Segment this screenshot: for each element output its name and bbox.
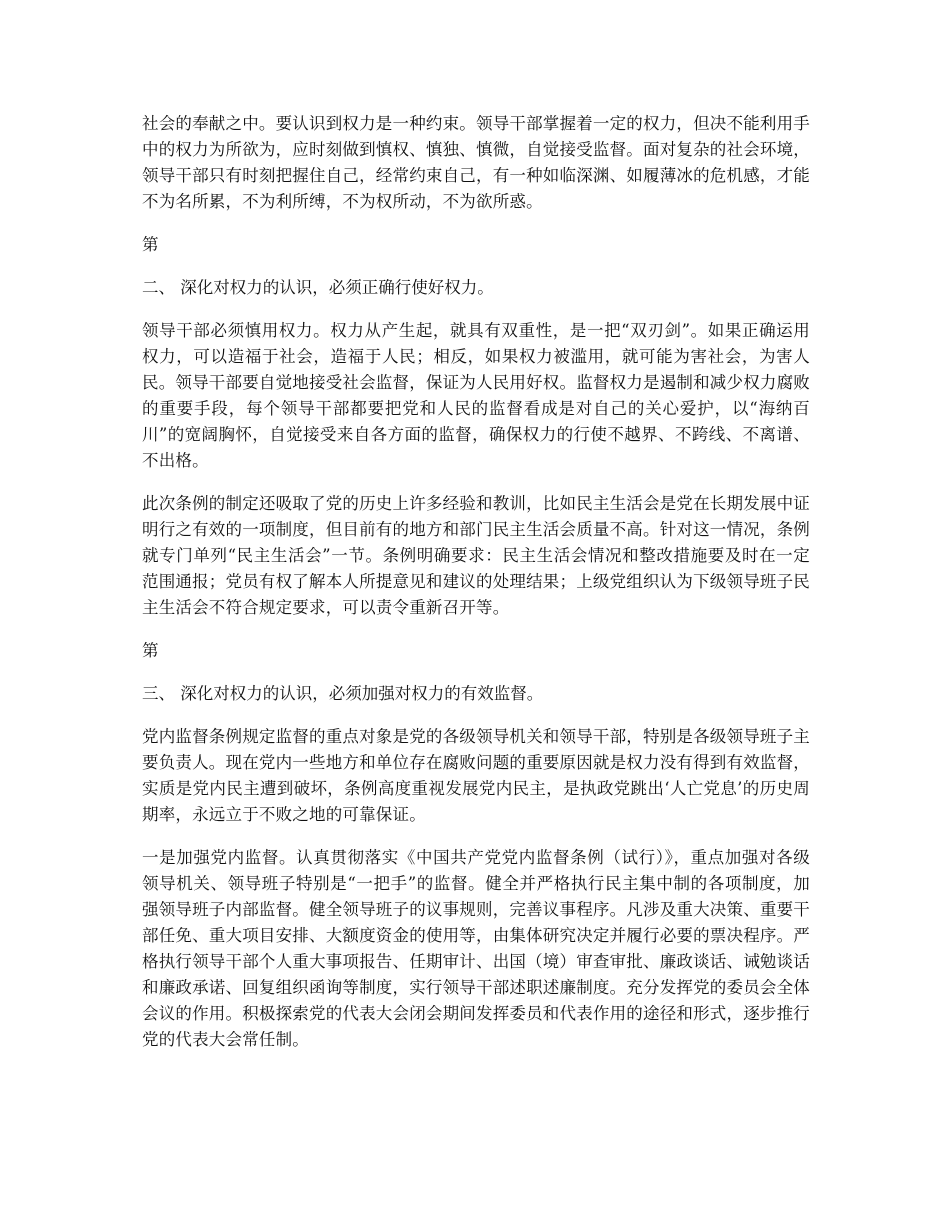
paragraph-intra-party-supervision: 一是加强党内监督。认真贯彻落实《中国共产党党内监督条例（试行）》，重点加强对各级领导机关、领导班子特别是“一把手”的监督。健全并严格执行民主集中制的各项制度，加强领导班子内部监督。健全领导班子的议事规则，完善议事程序。凡涉及重大决策、重要干部任免、重大项目安排、大额度资金的使用等，由集体研究决定并履行必要的票决程序。严格执行领导干部个人重大事项报告、任期审计、出国（境）审查审批、廉政谈话、诫勉谈话和廉政承诺、回复组织函询等制度，实行领导干部述职述廉制度。充分发挥党的委员会全体会议的作用。积极探索党的代表大会闭会期间发挥委员和代表作用的途径和形式，逐步推行党的代表大会常任制。: [142, 848, 810, 1049]
paragraph-power-constraint: 社会的奉献之中。要认识到权力是一种约束。领导干部掌握着一定的权力，但决不能利用手中的权力为所欲为，应时刻做到慎权、慎独、慎微，自觉接受监督。面对复杂的社会环境，领导干部只有时刻把握住自己，经常约束自己，有一种如临深渊、如履薄冰的危机感，才能不为名所累，不为利所缚，不为权所动，不为欲所惑。: [142, 114, 810, 211]
paragraph-use-power-carefully: 领导干部必须慎用权力。权力从产生起，就具有双重性，是一把“双刃剑”。如果正确运用权力，可以造福于社会，造福于人民；相反，如果权力被滥用，就可能为害社会，为害人民。领导干部要自觉地接受社会监督，保证为人民用好权。监督权力是遏制和减少权力腐败的重要手段，每个领导干部都要把党和人民的监督看成是对自己的关心爱护，以“海纳百川”的宽阔胸怀，自觉接受来自各方面的监督，确保权力的行使不越界、不跨线、不离谱、不出格。: [142, 321, 810, 470]
marker-di-1: 第: [142, 235, 159, 254]
heading-section-three: 三、 深化对权力的认识，必须加强对权力的有效监督。: [142, 684, 544, 703]
paragraph-democratic-life-meeting: 此次条例的制定还吸取了党的历史上许多经验和教训，比如民主生活会是党在长期发展中证明行之有效的一项制度，但目前有的地方和部门民主生活会质量不高。针对这一情况，条例就专门单列“民主生活会”一节。条例明确要求：民主生活会情况和整改措施要及时在一定范围通报；党员有权了解本人所提意见和建议的处理结果；上级党组织认为下级领导班子民主生活会不符合规定要求，可以责令重新召开等。: [142, 494, 810, 617]
document-body: [142, 111, 810, 1070]
paragraph-supervision-focus: 党内监督条例规定监督的重点对象是党的各级领导机关和领导干部，特别是各级领导班子主要负责人。现在党内一些地方和单位存在腐败问题的重要原因就是权力没有得到有效监督，实质是党内民主遭到破坏，条例高度重视发展党内民主，是执政党跳出‘人亡党息’的历史周期率，永远立于不败之地的可靠保证。: [142, 727, 810, 824]
heading-section-two: 二、 深化对权力的认识，必须正确行使好权力。: [142, 278, 494, 297]
marker-di-2: 第: [142, 641, 159, 660]
